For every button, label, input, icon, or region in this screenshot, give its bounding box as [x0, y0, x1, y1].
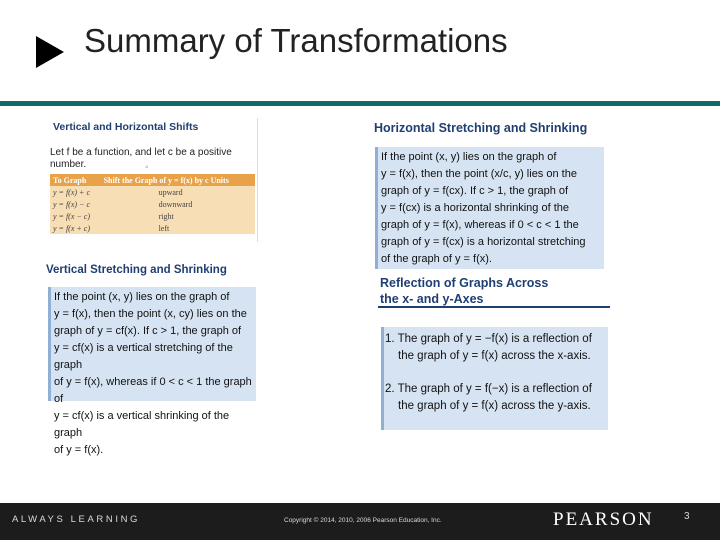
table-cell: y = f(x) + c — [50, 186, 101, 198]
shifts-title: Vertical and Horizontal Shifts — [53, 121, 199, 133]
horizontal-stretch-line: graph of y = f(cx). If c > 1, the graph of — [381, 185, 569, 197]
vertical-stretch-box — [48, 287, 256, 456]
bullet-dot-icon: ◦ — [145, 162, 149, 173]
slide-number: 3 — [684, 511, 690, 522]
vertical-stretch-line: graph of y = cf(x). If c > 1, the graph of — [54, 325, 242, 337]
table-cell: y = f(x + c) — [50, 222, 101, 234]
vertical-stretch-line: of y = f(x), whereas if 0 < c < 1 the graph of — [54, 376, 252, 405]
horizontal-stretch-line: y = f(cx) is a horizontal shrinking of the — [381, 202, 569, 214]
vertical-stretch-line: y = cf(x) is a vertical shrinking of the graph — [54, 410, 230, 439]
table-cell: right — [101, 210, 255, 222]
reflection-divider — [378, 306, 610, 308]
horizontal-stretch-heading: Horizontal Stretching and Shrinking — [374, 121, 588, 135]
reflection-box — [381, 327, 608, 430]
reflection-item-1-cont: the graph of y = f(x) across the x-axis. — [398, 350, 591, 362]
horizontal-stretch-line: y = f(x), then the point (x/c, y) lies on the — [381, 168, 577, 180]
vertical-stretch-line: y = cf(x) is a vertical stretching of the graph — [54, 342, 233, 371]
horizontal-stretch-line: graph of y = f(cx) is a horizontal stretching — [381, 236, 586, 248]
horizontal-stretch-line: If the point (x, y) lies on the graph of — [381, 151, 557, 163]
reflection-heading-line: Reflection of Graphs Across — [380, 276, 549, 290]
reflection-item-1: 1. The graph of y = −f(x) is a reflection of — [385, 333, 592, 345]
reflection-heading — [380, 275, 548, 307]
vertical-stretch-line: If the point (x, y) lies on the graph of — [54, 291, 230, 303]
footer-bar — [0, 503, 720, 540]
table-row — [50, 222, 255, 234]
horizontal-stretch-box — [375, 147, 604, 269]
footer-copyright: Copyright © 2014, 2010, 2006 Pearson Education, Inc. — [284, 517, 442, 524]
pearson-logo: PEARSON — [553, 509, 654, 530]
shifts-panel — [49, 118, 258, 242]
reflection-item-2-cont: the graph of y = f(x) across the y-axis. — [398, 400, 591, 412]
shifts-table — [50, 174, 255, 234]
footer-tagline: ALWAYS LEARNING — [12, 514, 141, 525]
horizontal-stretch-line: of the graph of y = f(x). — [381, 253, 492, 265]
title-divider — [0, 101, 720, 106]
slide-title: Summary of Transformations — [84, 22, 508, 59]
table-cell: left — [101, 222, 255, 234]
table-header: To Graph — [50, 174, 101, 186]
table-header: Shift the Graph of y = f(x) by c Units — [101, 174, 255, 186]
vertical-stretch-line: of y = f(x). — [54, 444, 104, 456]
reflection-heading-line: the x- and y-Axes — [380, 292, 484, 306]
table-row — [50, 186, 255, 198]
table-cell: downward — [101, 198, 255, 210]
reflection-item-2: 2. The graph of y = f(−x) is a reflection of — [385, 383, 592, 395]
table-cell: y = f(x − c) — [50, 210, 101, 222]
table-cell: y = f(x) − c — [50, 198, 101, 210]
horizontal-stretch-line: graph of y = f(x), whereas if 0 < c < 1 the — [381, 219, 579, 231]
vertical-stretch-line: y = f(x), then the point (x, cy) lies on the — [54, 308, 247, 320]
shifts-intro: Let f be a function, and let c be a positive number. — [50, 147, 232, 170]
table-row — [50, 210, 255, 222]
vertical-stretch-heading: Vertical Stretching and Shrinking — [46, 264, 227, 276]
table-row — [50, 198, 255, 210]
table-cell: upward — [101, 186, 255, 198]
play-arrow-icon — [36, 36, 64, 68]
table-header-row — [50, 174, 255, 186]
